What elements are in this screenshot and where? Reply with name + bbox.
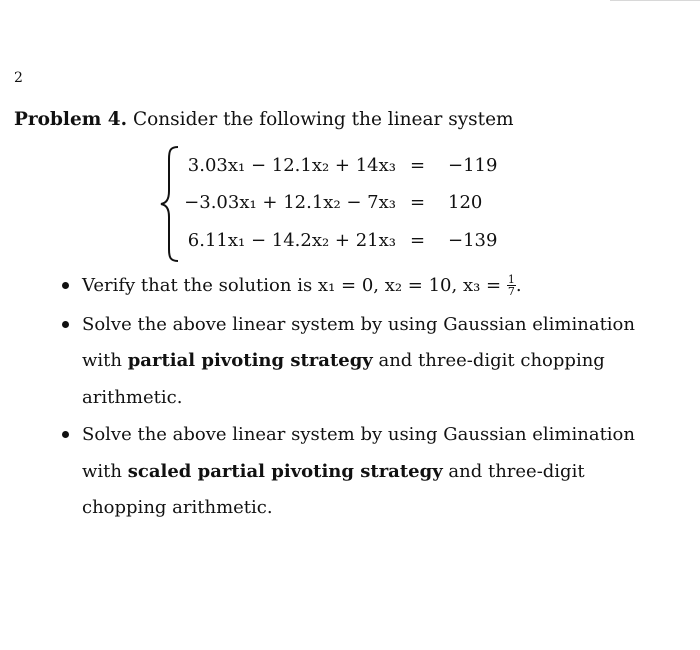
equation-lhs: 3.03x₁ − 12.1x₂ + 14x₃ bbox=[187, 155, 396, 176]
equation-relation: = bbox=[410, 230, 426, 251]
task-item-verify bbox=[60, 268, 660, 305]
equation-rhs: −119 bbox=[448, 155, 498, 176]
sentence-end: . bbox=[515, 275, 522, 296]
task-item-partial-pivoting bbox=[60, 307, 660, 417]
equation-lhs: 6.11x₁ − 14.2x₂ + 21x₃ bbox=[187, 230, 396, 251]
emphasis-text: scaled partial pivoting strategy bbox=[127, 460, 443, 482]
page-number: 2 bbox=[14, 70, 23, 86]
equation-relation: = bbox=[410, 192, 426, 213]
task-text-end: and three-digit chopping arithmetic. bbox=[82, 460, 585, 518]
task-text-end: and three-digit chopping arithmetic. bbox=[82, 350, 605, 408]
bullet-icon bbox=[62, 321, 69, 328]
equation-row-1 bbox=[158, 151, 518, 181]
equation-rhs: 120 bbox=[448, 192, 483, 213]
equation-row-3 bbox=[158, 226, 518, 256]
problem-heading bbox=[14, 109, 514, 130]
linear-system bbox=[158, 143, 518, 263]
bullet-icon bbox=[62, 431, 69, 438]
emphasis-text: partial pivoting strategy bbox=[127, 350, 373, 371]
bullet-icon bbox=[62, 282, 69, 289]
fraction bbox=[507, 274, 516, 297]
equation-rhs: −139 bbox=[448, 230, 498, 251]
problem-label: Problem 4. bbox=[14, 109, 128, 130]
task-text: Solve the above linear system by using Gaussian elimination with bbox=[82, 424, 635, 482]
task-text: Verify that the solution is bbox=[82, 275, 318, 296]
task-item-scaled-partial-pivoting bbox=[60, 417, 660, 527]
equation-row-2 bbox=[158, 188, 518, 218]
task-text: Solve the above linear system by using Gaussian elimination with bbox=[82, 313, 635, 371]
solution-expression: x₁ = 0, x₂ = 10, x₃ = bbox=[317, 275, 507, 296]
top-rule bbox=[610, 0, 700, 1]
problem-intro: Consider the following the linear system bbox=[132, 109, 514, 130]
fraction-numerator: 1 bbox=[507, 273, 515, 286]
task-list bbox=[60, 268, 660, 527]
equation-lhs: −3.03x₁ + 12.1x₂ − 7x₃ bbox=[184, 192, 396, 213]
equation-relation: = bbox=[410, 155, 426, 176]
fraction-denominator: 7 bbox=[507, 285, 515, 298]
